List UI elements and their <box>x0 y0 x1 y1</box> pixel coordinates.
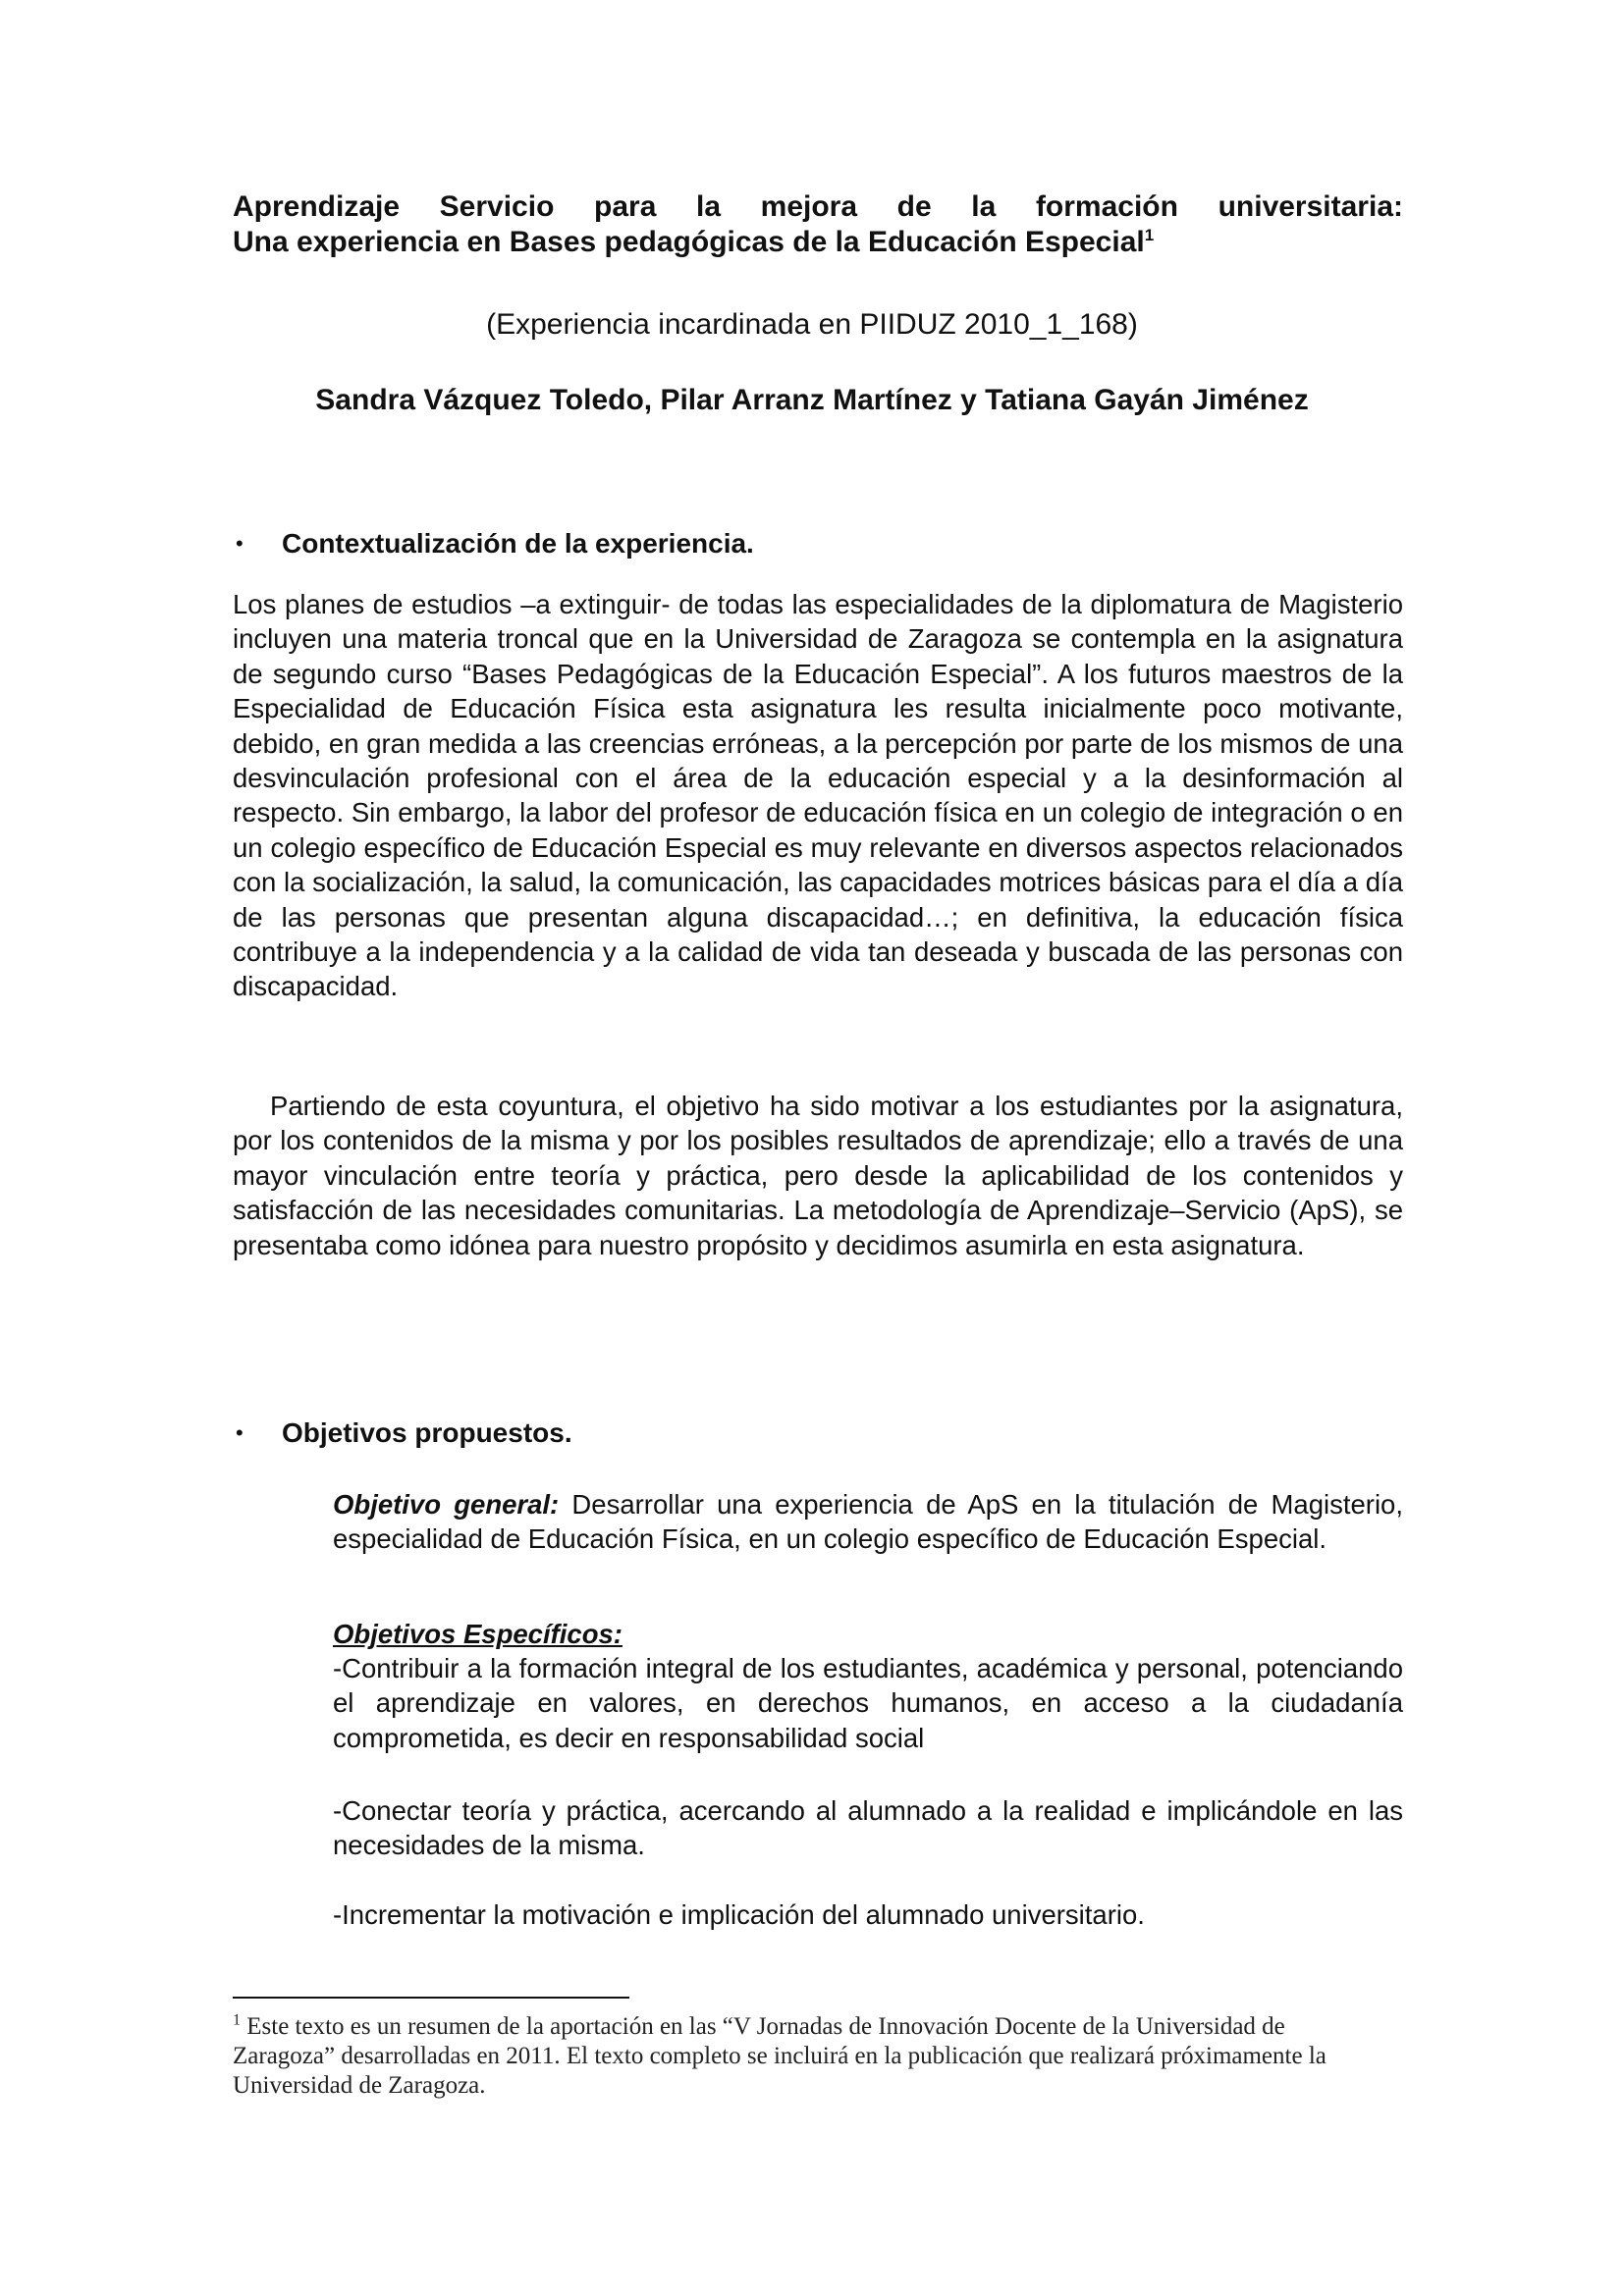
authors-line: Sandra Vázquez Toledo, Pilar Arranz Martínez y Tatiana Gayán Jiménez <box>315 384 1309 416</box>
footnote <box>233 2012 1391 2101</box>
general-objective <box>333 1487 1403 1557</box>
section-heading-text: Objetivos propuestos. <box>282 1417 572 1448</box>
paragraph-context-2: Partiendo de esta coyuntura, el objetivo ha sido motivar a los estudiantes por la asignatura, por los contenidos de la misma y por los posibles resultados de aprendizaje; ello a través de una mayor vinculación entre teoría y práctica, pero desde la aplicabilidad de los contenidos y satisfacción de las necesidades comunitarias. La metodología de Aprendizaje–Servicio (ApS), se presentaba como idónea para nuestro propósito y decidimos asumirla en esta asignatura. <box>233 1091 1403 1260</box>
document-title <box>233 189 1403 260</box>
bullet-icon: • <box>236 531 244 556</box>
footnote-text: Este texto es un resumen de la aportación en las “V Jornadas de Innovación Docente de la Universidad de Zaragoza” desarrolladas en 2011. El texto completo se incluirá en la publicación que realizará próximamente la Universidad de Zaragoza. <box>233 2013 1326 2099</box>
specific-objectives-title: Objetivos Específicos: <box>333 1619 623 1649</box>
specific-objective-item: -Conectar teoría y práctica, acercando al alumnado a la realidad e implicándole en las necesidades de la misma. <box>333 1795 1403 1861</box>
general-objective-text: Desarrollar una experiencia de ApS en la titulación de Magisterio, especialidad de Educación Física, en un colegio específico de Educación Especial. <box>333 1489 1403 1555</box>
footnote-mark: 1 <box>233 2011 241 2029</box>
title-footnote-mark[interactable]: 1 <box>1144 226 1155 244</box>
specific-objective-item: -Incrementar la motivación e implicación del alumnado universitario. <box>333 1899 1145 1930</box>
title-line-1: Aprendizaje Servicio para la mejora de la formación universitaria: <box>233 190 1403 223</box>
title-line-2-wrap <box>233 225 1403 260</box>
footnote-divider <box>233 1997 629 1999</box>
paragraph-context-1: Los planes de estudios –a extinguir- de todas las especialidades de la diplomatura de Magisterio incluyen una materia troncal que en la Universidad de Zaragoza se contempla en la asignatura de segundo curso “Bases Pedagógicas de la Educación Especial”. A los futuros maestros de la Especialidad de Educación Física esta asignatura les resulta inicialmente poco motivante, debido, en gran medida a las creencias erróneas, a la percepción por parte de los mismos de una desvinculación profesional con el área de la educación especial y a la desinformación al respecto. Sin embargo, la labor del profesor de educación física en un colegio de integración o en un colegio específico de Educación Especial es muy relevante en diversos aspectos relacionados con la socialización, la salud, la comunicación, las capacidades motrices básicas para el día a día de las personas que presentan alguna discapacidad…; en definitiva, la educación física contribuye a la independencia y a la calidad de vida tan deseada y buscada de las personas con discapacidad. <box>233 589 1403 1002</box>
bullet-icon: • <box>236 1420 244 1445</box>
project-reference: (Experiencia incardinada en PIIDUZ 2010_1_168) <box>486 308 1138 341</box>
specific-objectives-label <box>333 1617 1403 1651</box>
title-line-2: Una experiencia en Bases pedagógicas de la Educación Especial <box>233 226 1145 258</box>
section-heading-text: Contextualización de la experiencia. <box>282 528 754 559</box>
specific-objective-item: -Contribuir a la formación integral de los estudiantes, académica y personal, potenciando el aprendizaje en valores, en derechos humanos, en acceso a la ciudadanía comprometida, es decir en responsabilidad social <box>333 1653 1403 1753</box>
general-objective-label: Objetivo general: <box>333 1489 560 1520</box>
